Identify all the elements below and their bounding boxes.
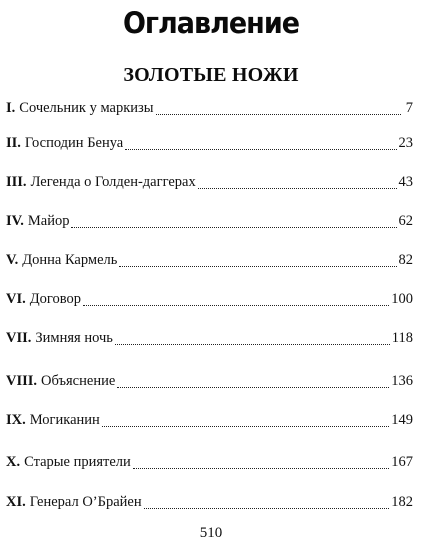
dot-leader [117, 387, 389, 388]
chapter-number: XI. [6, 494, 26, 510]
chapter-title: Генерал О’Брайен [29, 494, 142, 510]
chapter-title: Зимняя ночь [35, 330, 113, 346]
toc-entry-8[interactable] [6, 369, 413, 393]
toc-entry-11[interactable] [6, 490, 413, 514]
chapter-page-number: 167 [391, 454, 413, 470]
chapter-title: Объяснение [41, 373, 116, 389]
chapter-title: Господин Бенуа [24, 135, 124, 151]
chapter-title: Старые приятели [24, 454, 131, 470]
chapter-number: II. [6, 135, 21, 151]
chapter-page-number: 149 [391, 412, 413, 428]
chapter-number: V. [6, 252, 19, 268]
chapter-title: Донна Кармель [22, 252, 118, 268]
chapter-page-number: 182 [391, 494, 413, 510]
chapter-number: IX. [6, 412, 26, 428]
chapter-number: IV. [6, 213, 24, 229]
page-number: 510 [199, 525, 223, 541]
chapter-page-number: 82 [398, 252, 413, 268]
dot-leader [198, 188, 397, 189]
page-title: Оглавление [122, 6, 300, 41]
chapter-page-number: 43 [398, 174, 413, 190]
dot-leader [83, 305, 389, 306]
dot-leader [144, 508, 390, 509]
chapter-number: VIII. [6, 373, 38, 389]
toc-entry-4[interactable] [6, 209, 413, 233]
dot-leader [71, 227, 396, 228]
dot-leader [102, 426, 389, 427]
chapter-number: VI. [6, 291, 26, 307]
chapter-title: Могиканин [29, 412, 100, 428]
chapter-number: X. [6, 454, 21, 470]
chapter-title: Легенда о Голден-даггерах [30, 174, 196, 190]
toc-entry-7[interactable] [6, 326, 413, 350]
dot-leader [119, 266, 396, 267]
chapter-title: Майор [27, 213, 70, 229]
chapter-title: Договор [29, 291, 81, 307]
chapter-title: Сочельник у маркизы [19, 100, 154, 116]
toc-entry-6[interactable] [6, 287, 413, 311]
toc-entry-2[interactable] [6, 131, 413, 155]
toc-entry-1[interactable] [6, 96, 413, 120]
toc-entry-9[interactable] [6, 408, 413, 432]
chapter-page-number: 62 [398, 213, 413, 229]
chapter-number: VII. [6, 330, 32, 346]
chapter-number: I. [6, 100, 16, 116]
chapter-number: III. [6, 174, 27, 190]
chapter-page-number: 100 [391, 291, 413, 307]
dot-leader [156, 114, 401, 115]
dot-leader [125, 149, 396, 150]
dot-leader [115, 344, 390, 345]
dot-leader [133, 468, 389, 469]
chapter-page-number: 23 [398, 135, 413, 151]
chapter-page-number: 7 [405, 100, 413, 116]
chapter-page-number: 136 [391, 373, 413, 389]
chapter-page-number: 118 [391, 330, 413, 346]
toc-entry-10[interactable] [6, 450, 413, 474]
toc-entry-3[interactable] [6, 170, 413, 194]
section-title: ЗОЛОТЫЕ НОЖИ [123, 64, 299, 86]
toc-entry-5[interactable] [6, 248, 413, 272]
